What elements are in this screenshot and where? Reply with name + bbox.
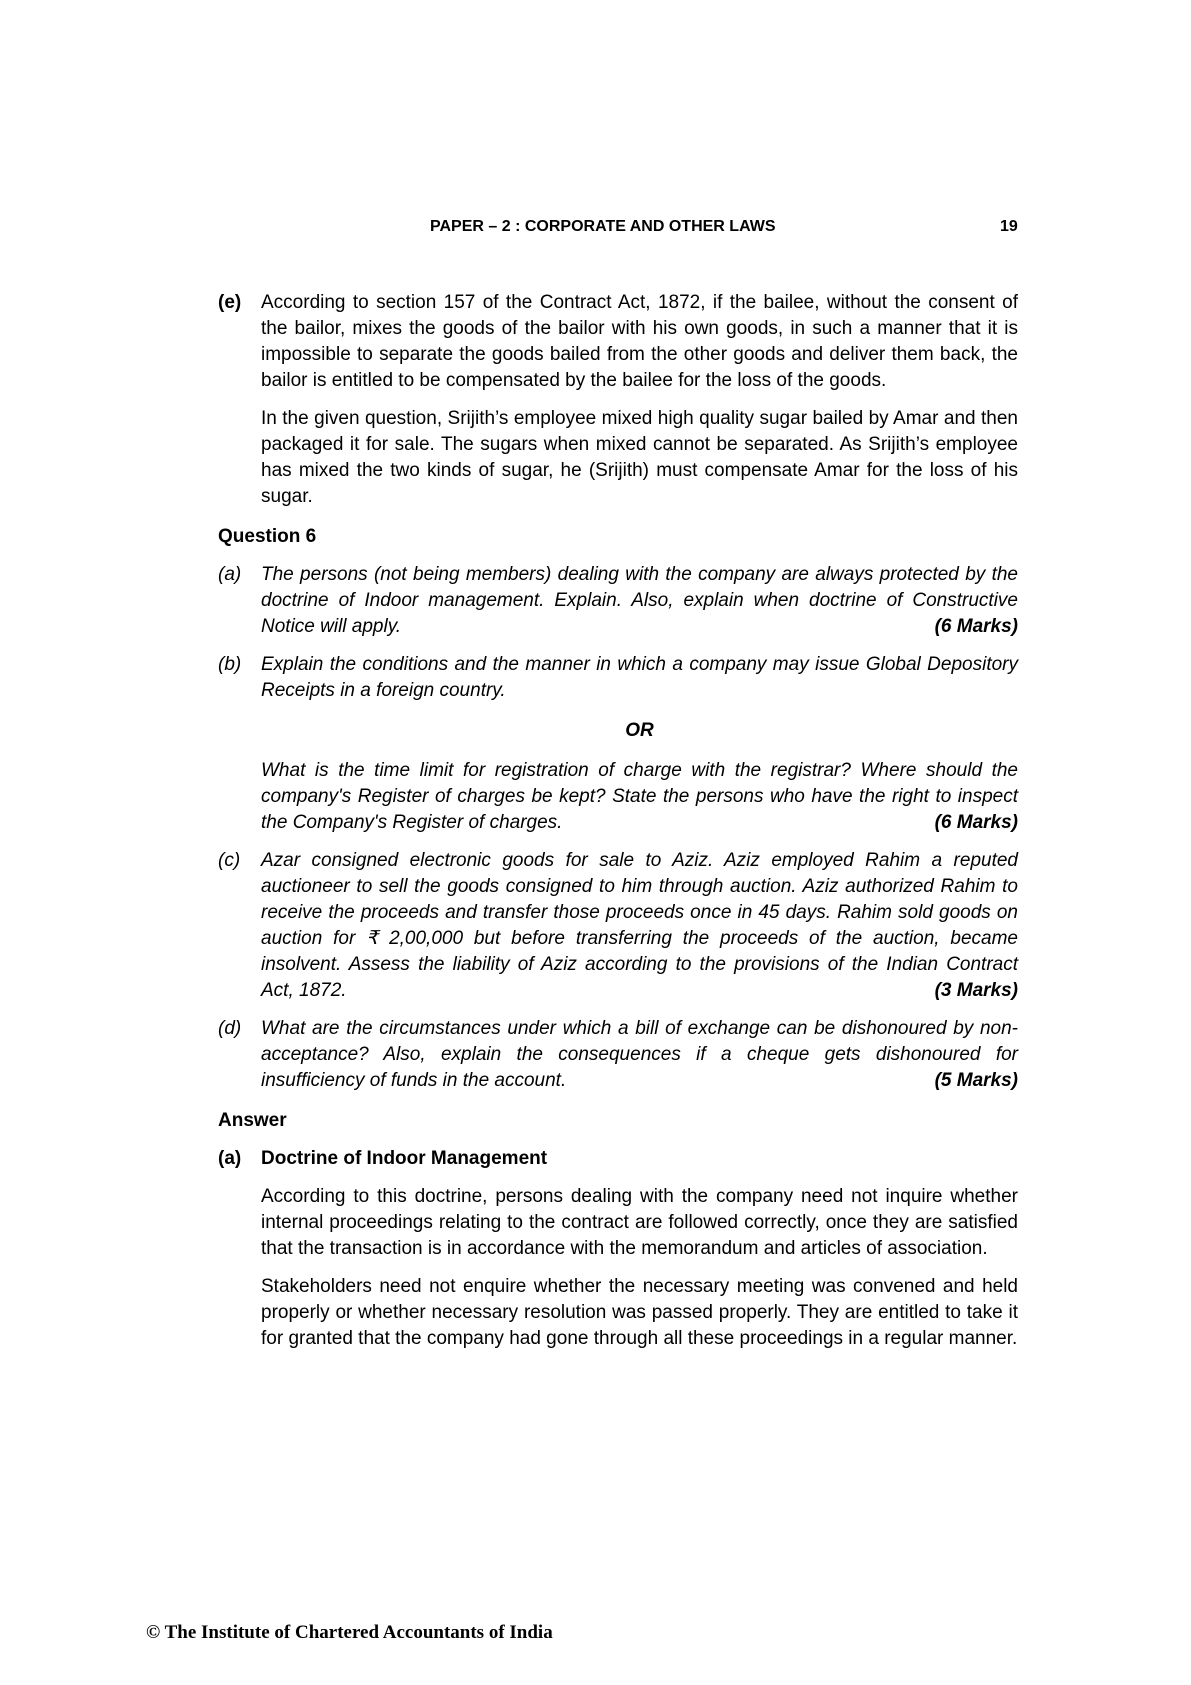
question-6b-or: OR [625, 720, 654, 741]
answer-a-paragraph-1: According to this doctrine, persons dealing with the company need not inquire whether internal proceedings relating to the contract are followed correctly, once they are satisfied that the transaction is in accordance with the memorandum and articles of association. [261, 1186, 1018, 1259]
question-6a-label: (a) [218, 564, 242, 585]
question-6c-label: (c) [218, 850, 241, 871]
question-6c-text: Azar consigned electronic goods for sale to Aziz. Aziz employed Rahim a reputed auctioneer to sell the goods consigned to him through auction. Aziz authorized Rahim to receive the proceeds and transfer those proceeds once in 45 days. Rahim sold goods on auction for ₹ 2,00,000 but before transferring the proceeds of the auction, became insolvent. Assess the liability of Aziz according to the provisions of the Indian Contract Act, 1872. [261, 850, 1018, 1001]
page-content [218, 290, 1018, 1364]
question-6d-text: What are the circumstances under which a bill of exchange can be dishonoured by non-acceptance? Also, explain the consequences if a cheque gets dishonoured for insufficiency of funds in the account. [261, 1018, 1018, 1091]
answer-a-paragraph-2: Stakeholders need not enquire whether the necessary meeting was convened and held properly or whether necessary resolution was passed properly. They are entitled to take it for granted that the company had gone through all these proceedings in a regular manner. [261, 1276, 1018, 1349]
answer-e-paragraph-2: In the given question, Srijith’s employee mixed high quality sugar bailed by Amar and then packaged it for sale. The sugars when mixed cannot be separated. As Srijith’s employee has mixed the two kinds of sugar, he (Srijith) must compensate Amar for the loss of his sugar. [261, 408, 1018, 507]
question-6a-marks: (6 Marks) [934, 616, 1018, 637]
answer-a-label: (a) [218, 1148, 242, 1169]
question-6c [218, 848, 1018, 1004]
question-6d [218, 1016, 1018, 1094]
answer-a [218, 1146, 1018, 1352]
page-number: 19 [1000, 218, 1018, 235]
question-6b-text: Explain the conditions and the manner in which a company may issue Global Depository Receipts in a foreign country. [261, 654, 1018, 701]
question-6c-marks: (3 Marks) [934, 980, 1018, 1001]
question-6b-marks: (6 Marks) [934, 812, 1018, 833]
header-title: PAPER – 2 : CORPORATE AND OTHER LAWS [430, 218, 776, 235]
page-header [0, 218, 1191, 242]
question-6-heading: Question 6 [218, 526, 317, 547]
answer-e-paragraph-1: According to section 157 of the Contract Act, 1872, if the bailee, without the consent of the bailor, mixes the goods of the bailor with his own goods, in such a manner that it is impossible to separate the goods bailed from the other goods and deliver them back, the bailor is entitled to be compensated by the bailee for the loss of the goods. [261, 292, 1018, 391]
question-6b-alt-text: What is the time limit for registration of charge with the registrar? Where should the company's Register of charges be kept? State the persons who have the right to inspect the Company's Register of charges. [261, 760, 1018, 833]
answer-heading: Answer [218, 1110, 287, 1131]
question-6a-text: The persons (not being members) dealing with the company are always protected by the doctrine of Indoor management. Explain. Also, explain when doctrine of Constructive Notice will apply. [261, 564, 1018, 637]
question-6b-label: (b) [218, 654, 242, 675]
question-6b [218, 652, 1018, 836]
question-6d-label: (d) [218, 1018, 242, 1039]
answer-e-label: (e) [218, 292, 242, 313]
page-footer: © The Institute of Chartered Accountants of India [146, 1622, 553, 1643]
answer-a-title: Doctrine of Indoor Management [261, 1148, 548, 1169]
question-6a [218, 562, 1018, 640]
answer-e [218, 290, 1018, 510]
question-6d-marks: (5 Marks) [934, 1070, 1018, 1091]
